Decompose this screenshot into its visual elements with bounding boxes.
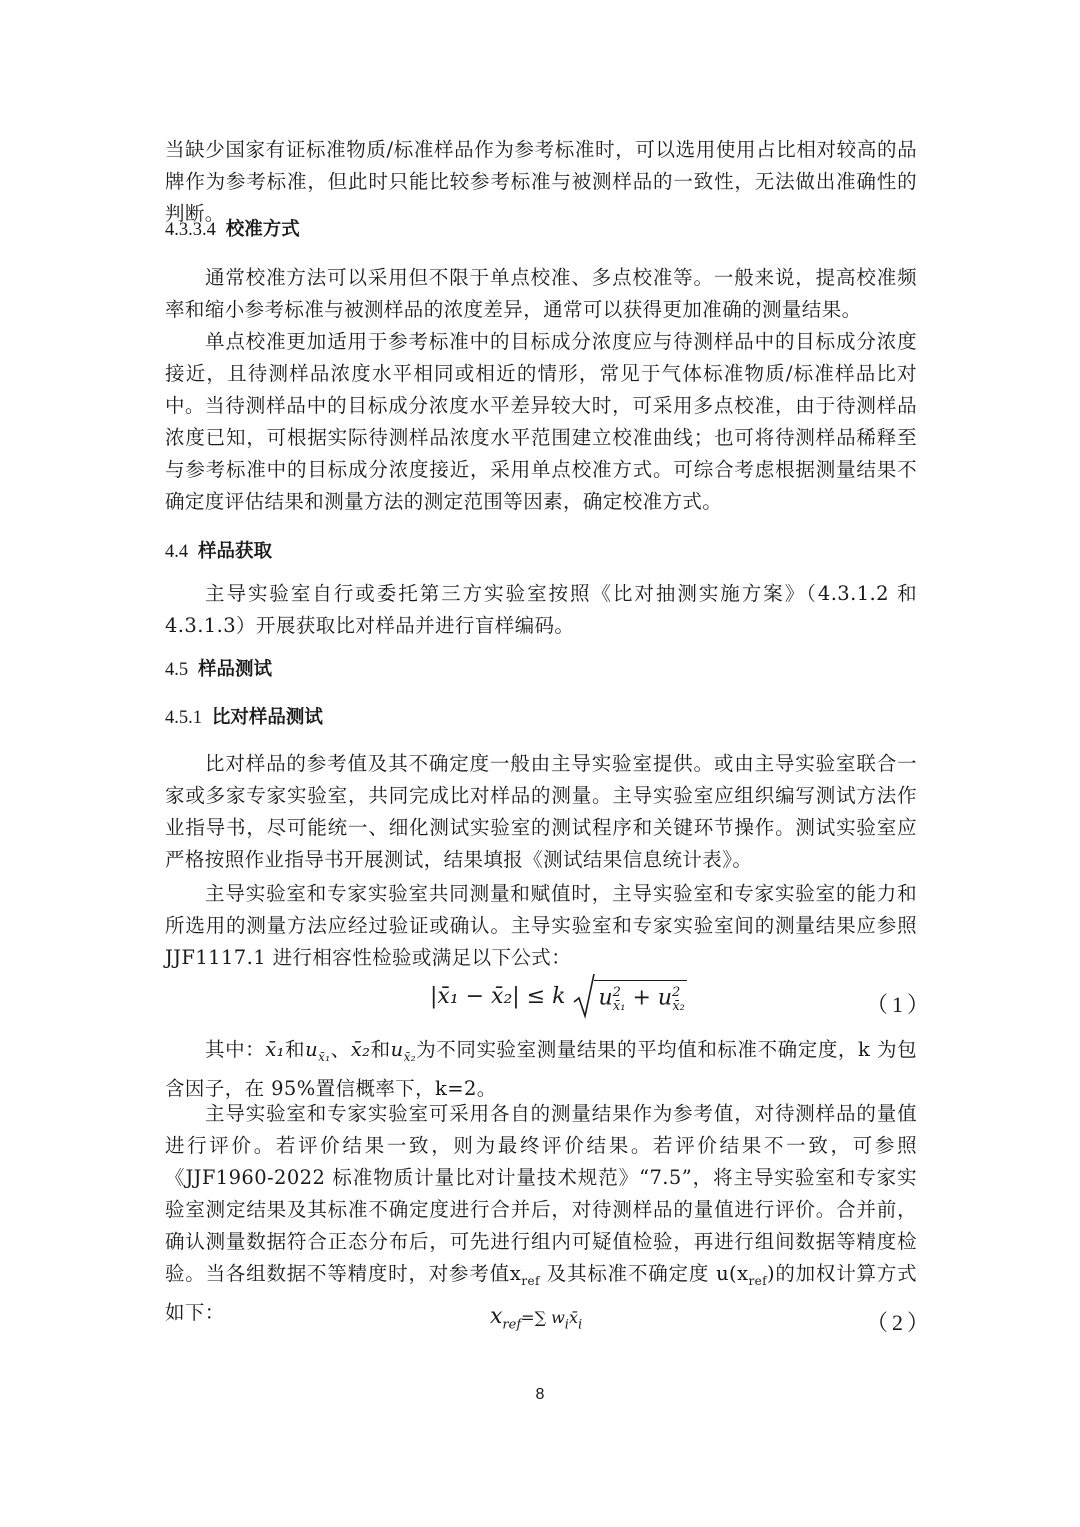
paragraph-reference-value: 比对样品的参考值及其不确定度一般由主导实验室提供。或由主导实验室联合一家或多家专家实验室，共同完成比对样品的测量。主导实验室应组织编写测试方法作业指导书，尽可能统一、细化测试实验室的测试程序和关键环节操作。测试实验室应严格按照作业指导书开展测试，结果填报《测试结果信息统计表》。 <box>165 752 917 871</box>
paragraph-multi-point-calibration: 当待测样品中的目标成分浓度水平差异较大时，可采用多点校准，由于待测样品浓度已知，可根据实际待测样品浓度水平范围建立校准曲线；也可将待测样品稀释至与参考标准中的目标成分浓度接近，采用单点校准方式。可综合考虑根据测量结果不确定度评估结果和测量方法的测定范围等因素，确定校准方式。 <box>165 394 917 513</box>
paragraph-single-point-calibration: 单点校准更加适用于参考标准中的目标成分浓度应与待测样品中的目标成分浓度接近，且待测样品浓度水平相同或相近的情形，常见于气体标准物质/标准样品比对中。 <box>165 330 917 417</box>
paragraph-sample-acquisition: 主导实验室自行或委托第三方实验室按照《比对抽测实施方案》（4.3.1.2 和 4.3.1.3）开展获取比对样品并进行盲样编码。 <box>165 582 917 637</box>
equation-1-number: （1） <box>866 992 934 1017</box>
equation-2-number: （2） <box>866 1310 934 1335</box>
heading-title: 样品测试 <box>198 659 273 680</box>
equation-1 <box>430 980 687 1014</box>
heading-4-3-3-4 <box>165 216 300 244</box>
sqrt-icon <box>572 972 596 1020</box>
heading-4-4 <box>165 538 272 566</box>
heading-4-5 <box>165 656 272 684</box>
paragraph-symbol-definitions: 其中：x̄₁和$u_{x̄_1}$、x̄₂和$u_{x̄_2}$为不同实验室测量结果的平均值和标准不确定度，k 为包含因子，在 95%置信概率下，k=2。 <box>165 1038 917 1100</box>
heading-number: 4.5 <box>165 660 189 680</box>
paragraph-reference-standard-fallback: 当缺少国家有证标准物质/标准样品作为参考标准时，可以选用使用占比相对较高的品牌作为参考标准，但此时只能比较参考标准与被测样品的一致性，无法做出准确性的判断。 <box>165 138 917 225</box>
sqrt-expression: $u^2_{x̄_1} + u^2_{x̄_2}$ <box>572 980 686 1014</box>
heading-title: 比对样品测试 <box>211 707 323 728</box>
heading-4-5-1 <box>165 704 323 732</box>
paragraph-compatibility-check: 主导实验室和专家实验室共同测量和赋值时，主导实验室和专家实验室的能力和所选用的测量方法应经过验证或确认。主导实验室和专家实验室间的测量结果应参照 JJF1117.1 进行相容性检验或满足以下公式： <box>165 882 917 969</box>
equation-2: $x_{ref}=\sum$ $w_ix̄_i$ <box>490 1304 583 1333</box>
heading-title: 校准方式 <box>225 219 300 240</box>
paragraph-calibration-methods: 通常校准方法可以采用但不限于单点校准、多点校准等。一般来说，提高校准频率和缩小参考标准与被测样品的浓度差异，通常可以获得更加准确的测量结果。 <box>165 266 917 321</box>
heading-number: 4.5.1 <box>165 708 202 728</box>
heading-number: 4.4 <box>165 542 189 562</box>
page-number: 8 <box>535 1386 545 1403</box>
paragraph-weighted-evaluation: 主导实验室和专家实验室可采用各自的测量结果作为参考值，对待测样品的量值进行评价。若评价结果一致，则为最终评价结果。若评价结果不一致，可参照《JJF1960-2022 标准物质计量比对计量技术规范》“7.5”，将主导实验室和专家实验室测定结果及其标准不确定度进行合并后，对待测样品的量值进行评价。合并前，确认测量数据符合正态分布后，可先进行组内可疑值检验，再进行组间数据等精度检验。当各组数据不等精度时，对参考值$x_{ref}$ 及其标准不确定度 $u(x_{ref})$的加权计算方式如下： <box>165 1102 917 1324</box>
equation-1-left: |x̄₁ − x̄₂| ≤ k <box>430 983 566 1009</box>
heading-number: 4.3.3.4 <box>165 220 216 240</box>
heading-title: 样品获取 <box>198 541 273 562</box>
